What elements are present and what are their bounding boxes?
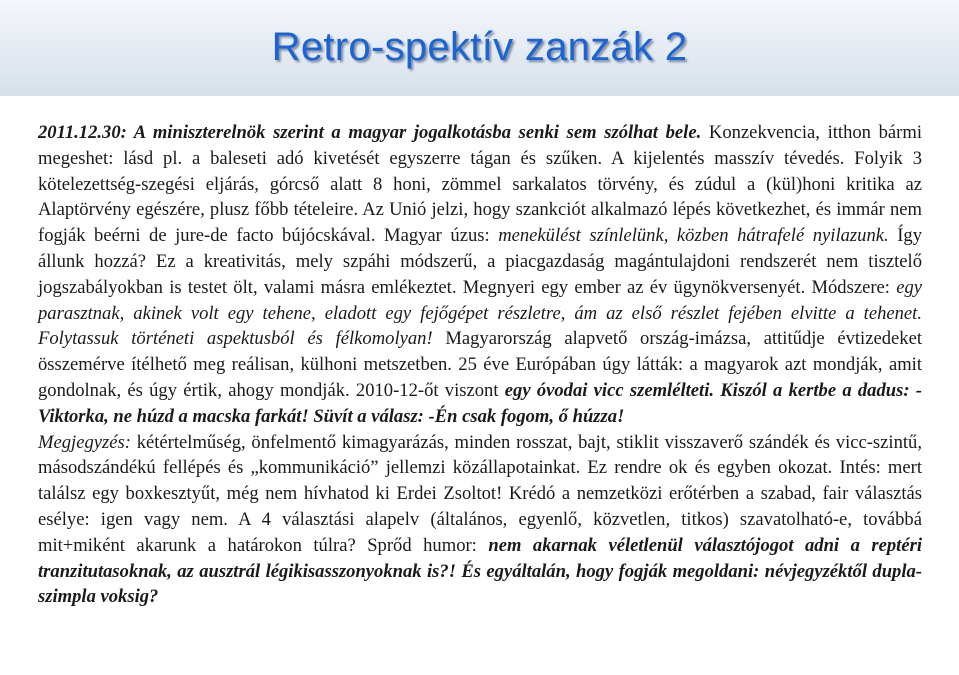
paragraph-1 bbox=[38, 120, 922, 430]
para1-text-1: Konzekvencia, itthon bármi megeshet: lásd pl. a baleseti adó kivetését egyszerre tágan és szűken. A kijelentés masszív tévedés. Folyik 3 kötelezettség-szegési eljárás, górcső alatt 8 honi, zömmel sarkalatos törvény, és zúdul a (kül)honi kritika az Alaptörvény egészére, plusz főbb tételeire. Az Unió jelzi, hogy szankciót alkalmazó lépés következhet, és immár nem fogják beérni de jure-de facto bújócskával. Magyar úzus: bbox=[38, 122, 922, 247]
quote-1: menekülést színlelünk, közben hátrafelé nyilazunk. bbox=[498, 225, 889, 247]
para1-text-2: Így állunk hozzá? Ez a kreativitás, mely szpáhi módszerű, a piacgazdaság magántulajdoni rendszerét nem tisztelő jogszabályokban is testet ölt, valami másra emlékeztet. Megnyeri egy ember az év ügynökversenyét. Módszere: bbox=[38, 225, 923, 298]
date-heading: 2011.12.30: A miniszterelnök szerint a magyar jogalkotásba senki sem szólhat bele. bbox=[38, 122, 702, 143]
quote-2: egy parasztnak, akinek volt egy tehene, eladott egy fejőgépet részletre, ám az első részlet fejében elvitte a tehenet. bbox=[38, 276, 922, 324]
title-bar bbox=[0, 0, 959, 96]
quote-3: Folytassuk történeti aspektusból és félkomolyan! bbox=[38, 328, 433, 350]
para2-text-1: kétértelműség, önfelmentő kimagyarázás, minden rosszat, bajt, stiklit visszaverő szándék és vicc-szintű, másodszándékú fellépés és „kommunikáció” jellemzi közállapotainkat. Ez rendre ok és egyben okozat. Intés: mert találsz egy boxkesztyűt, még nem hívhatod ki Erdei Zsoltot! Krédó a nemzetközi erőtérben a szabad, fair választás esélye: igen vagy nem. A 4 választási alapelv (általános, egyenlő, közvetlen, titkos) szavatolható-e, továbbá mit+miként akarunk a határokon túlra? Sprőd humor: bbox=[38, 431, 922, 556]
para1-text-3: Magyarország alapvető ország-imázsa, attitűdje évtizedeket összemérve ítélhető meg reálisan, külhoni metszetben. 25 éve Európában úgy látták: a magyarok azt mondják, amit gondolnak, és úgy értik, ahogy mondják. 2010-12-őt viszont bbox=[38, 328, 922, 401]
note-label: Megjegyzés: bbox=[38, 431, 131, 453]
paragraph-2 bbox=[38, 430, 922, 611]
kindergarten-joke: egy óvodai vicc szemlélteti. Kiszól a kertbe a dadus: -Viktorka, ne húzd a macska farkát! Süvít a válasz: -Én csak fogom, ő húzza! bbox=[38, 379, 922, 427]
body-text bbox=[38, 120, 922, 610]
humor-quote: nem akarnak véletlenül választójogot adni a reptéri tranzitutasoknak, az ausztrál légikisasszonyoknak is?! És egyáltalán, hogy fogják megoldani: névjegyzéktől dupla-szimpla voksig? bbox=[38, 534, 922, 608]
page-title: Retro-spektív zanzák 2 bbox=[271, 25, 688, 69]
